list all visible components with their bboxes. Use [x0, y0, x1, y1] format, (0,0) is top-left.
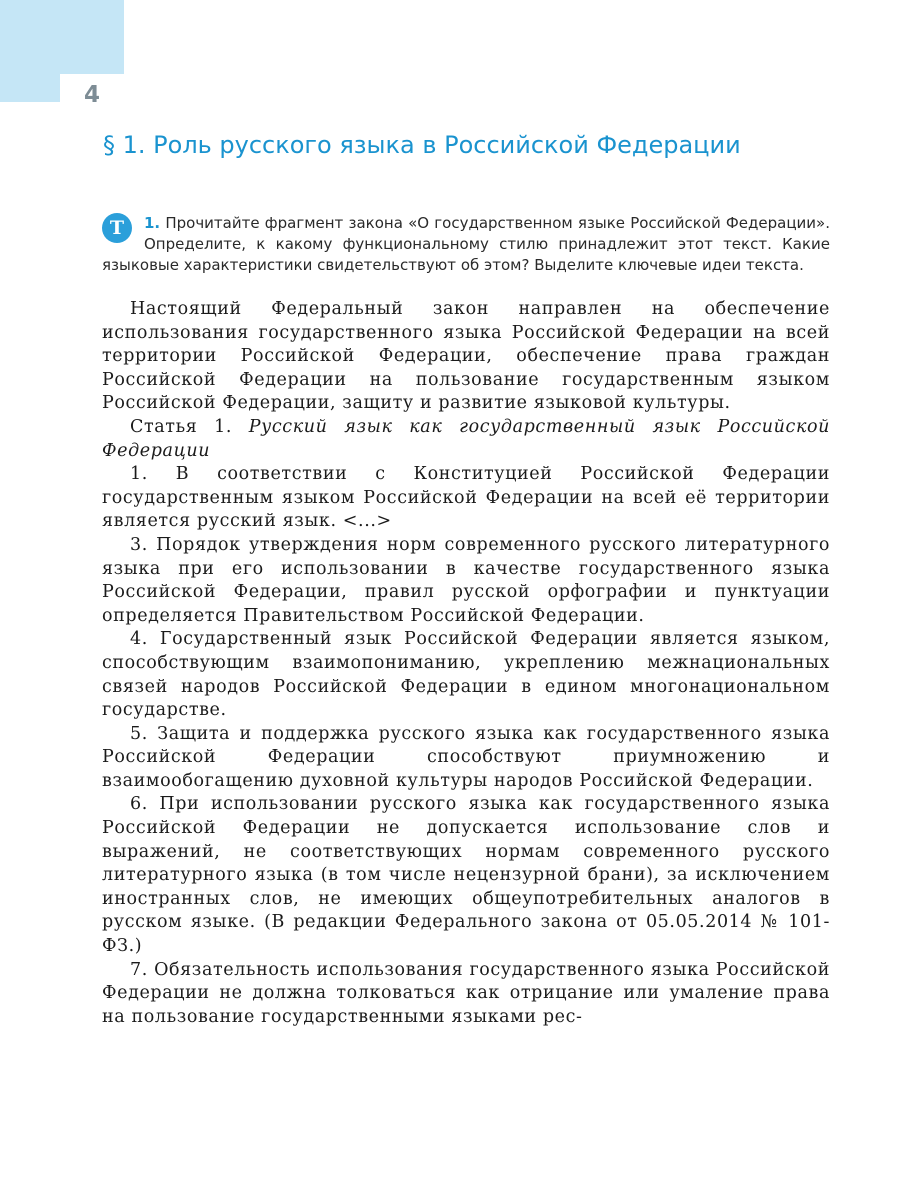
law-item-7: 7. Обязательность использования государственного языка Российской Федерации не должна толковаться как отрицание или умаление права на пользование государственными языками рес-	[102, 959, 830, 1027]
law-item-5: 5. Защита и поддержка русского языка как государственного языка Российской Федерации способствуют приумножению и взаимообогащению духовной культуры народов Российской Федерации.	[102, 723, 830, 791]
article-heading	[102, 416, 830, 463]
article-label: Статья 1.	[130, 416, 249, 437]
law-item-4: 4. Государственный язык Российской Федерации является языком, способствующим взаимопониманию, укреплению межнациональных связей народов Российской Федерации в едином многонациональном государстве.	[102, 629, 830, 721]
law-intro: Настоящий Федеральный закон направлен на обеспечение использования государственного языка Российской Федерации на всей территории Российской Федерации, обеспечение права граждан Российской Федерации на пользование государственным языком Российской Федерации, защиту и развитие языковой культуры.	[102, 299, 830, 414]
law-item-6: 6. При использовании русского языка как государственного языка Российской Федерации не допускается использование слов и выражений, не соответствующих нормам современного русского литературного языка (в том числе нецензурной брани), за исключением иностранных слов, не имеющих общеупотребительных аналогов в русском языке. (В редакции Федерального закона от 05.05.2014 № 101-ФЗ.)	[102, 794, 830, 957]
task-number: 1.	[144, 214, 161, 232]
law-text	[102, 298, 830, 1029]
task-text: Прочитайте фрагмент закона «О государственном языке Российской Федерации». Определите, к какому функциональному стилю принадлежит этот текст. Какие языковые характеристики свидетельствуют об этом? Выделите ключевые идеи текста.	[102, 214, 830, 274]
page-number: 4	[84, 82, 101, 108]
task-block	[102, 213, 830, 276]
section-title: § 1. Роль русского языка в Российской Федерации	[103, 131, 741, 159]
article-title: Русский язык как государственный язык Российской Федерации	[102, 416, 830, 461]
task-t-icon: Т	[102, 213, 132, 243]
law-item-3: 3. Порядок утверждения норм современного русского литературного языка при его использовании в качестве государственного языка Российской Федерации, правил русской орфографии и пунктуации определяется Правительством Российской Федерации.	[102, 534, 830, 626]
law-item-1: 1. В соответствии с Конституцией Российской Федерации государственным языком Российской Федерации на всей её территории является русский язык. <...>	[102, 464, 830, 532]
